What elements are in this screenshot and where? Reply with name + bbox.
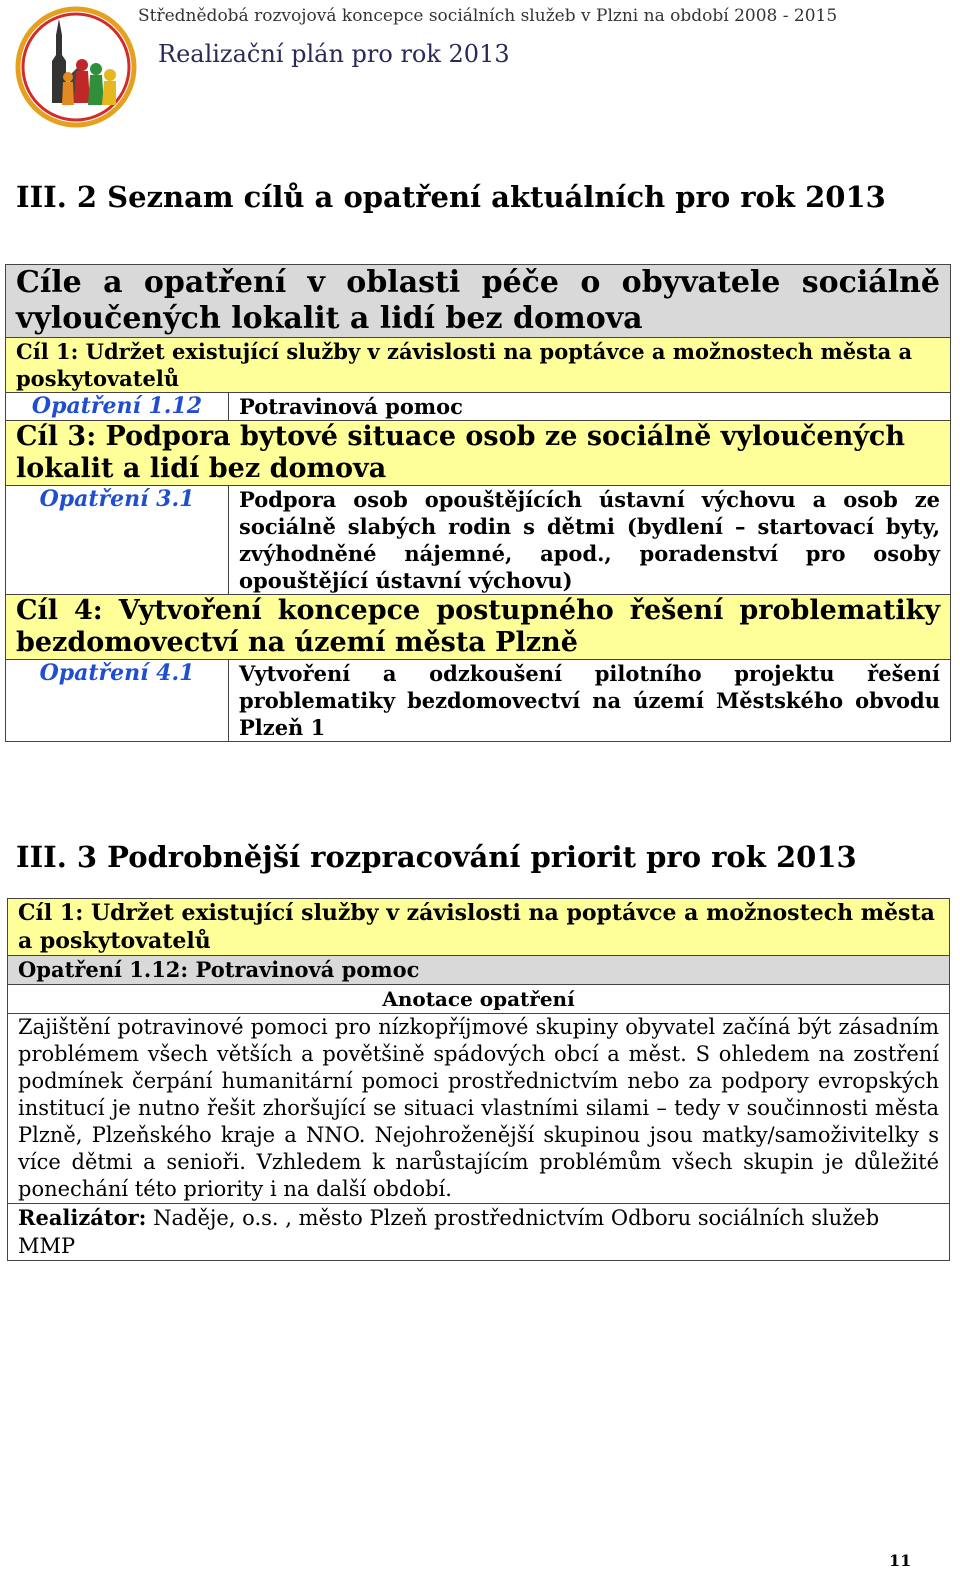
measure-label-4-1: Opatření 4.1 bbox=[6, 660, 229, 742]
goals-measures-table bbox=[5, 264, 951, 742]
table-row bbox=[6, 265, 951, 338]
plzen-social-services-logo-icon bbox=[12, 5, 140, 129]
measure-label-1-12: Opatření 1.12 bbox=[6, 393, 229, 421]
table-row bbox=[8, 1204, 950, 1261]
table-row bbox=[6, 595, 951, 660]
section-heading-priorities: III. 3 Podrobnější rozpracování priorit pro rok 2013 bbox=[16, 840, 857, 874]
goal-3: Cíl 3: Podpora bytové situace osob ze sociálně vyloučených lokalit a lidí bez domova bbox=[6, 421, 951, 486]
table-row bbox=[8, 956, 950, 985]
measure-detail-title: Opatření 1.12: Potravinová pomoc bbox=[8, 956, 950, 985]
goal-4: Cíl 4: Vytvoření koncepce postupného řešení problematiky bezdomovectví na území města Plzně bbox=[6, 595, 951, 660]
area-title: Cíle a opatření v oblasti péče o obyvatele sociálně vyloučených lokalit a lidí bez domova bbox=[6, 265, 951, 338]
implementer-text: Naděje, o.s. , město Plzeň prostřednictvím Odboru sociálních služeb MMP bbox=[18, 1206, 880, 1258]
table-row bbox=[8, 985, 950, 1014]
section-heading-goals-list: III. 2 Seznam cílů a opatření aktuálních pro rok 2013 bbox=[16, 180, 886, 214]
table-row bbox=[6, 393, 951, 421]
table-row bbox=[8, 1014, 950, 1204]
table-row bbox=[6, 338, 951, 393]
table-row bbox=[6, 486, 951, 595]
table-row bbox=[8, 899, 950, 956]
annotation-label: Anotace opatření bbox=[8, 985, 950, 1014]
goal-1: Cíl 1: Udržet existující služby v závislosti na poptávce a možnostech města a poskytovatelů bbox=[6, 338, 951, 393]
implementer-row bbox=[8, 1204, 950, 1261]
implementer-label: Realizátor: bbox=[18, 1205, 147, 1230]
goal-1-detail: Cíl 1: Udržet existující služby v závislosti na poptávce a možnostech města a poskytovatelů bbox=[8, 899, 950, 956]
page-number: 11 bbox=[889, 1551, 912, 1570]
table-row bbox=[6, 660, 951, 742]
measure-text-1-12: Potravinová pomoc bbox=[229, 393, 951, 421]
measure-label-3-1: Opatření 3.1 bbox=[6, 486, 229, 595]
document-series-title: Střednědobá rozvojová koncepce sociálních služeb v Plzni na období 2008 - 2015 bbox=[138, 6, 838, 26]
document-title: Realizační plán pro rok 2013 bbox=[158, 40, 510, 68]
measure-text-3-1: Podpora osob opouštějících ústavní výchovu a osob ze sociálně slabých rodin s dětmi (bydlení – startovací byty, zvýhodněné nájemné, apod., poradenství pro osoby opouštějící ústavní výchovu) bbox=[229, 486, 951, 595]
priority-detail-table bbox=[7, 898, 950, 1261]
table-row bbox=[6, 421, 951, 486]
measure-text-4-1: Vytvoření a odzkoušení pilotního projektu řešení problematiky bezdomovectví na území Městského obvodu Plzeň 1 bbox=[229, 660, 951, 742]
annotation-text: Zajištění potravinové pomoci pro nízkopříjmové skupiny obyvatel začíná být zásadním problémem všech větších a povětšině spádových obcí a měst. S ohledem na zostření podmínek čerpání humanitární pomoci prostřednictvím nebo za podpory evropských institucí je nutno řešit zhoršující se situaci vlastními silami – tedy v součinnosti města Plzně, Plzeňského kraje a NNO. Nejohroženější skupinou jsou matky/samoživitelky s více dětmi a senioři. Vzhledem k narůstajícím problémům všech skupin je důležité ponechání této priority i na další období. bbox=[8, 1014, 950, 1204]
